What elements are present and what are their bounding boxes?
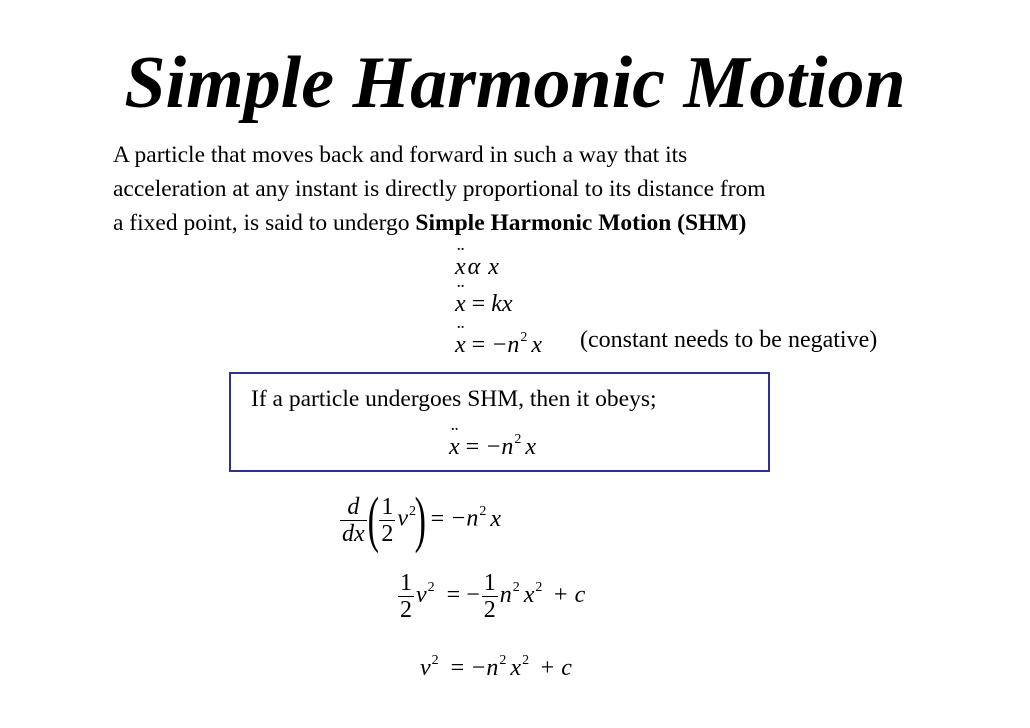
step2-v: v xyxy=(416,582,427,609)
step2-plus-c: + c xyxy=(552,582,586,609)
eq1-lhs: ¨ x xyxy=(455,254,466,281)
eq2-equals: = xyxy=(471,291,486,317)
box-eq-lhs: ¨ x xyxy=(449,434,460,461)
step3-x: x xyxy=(510,655,522,681)
box-eq-minus-n: −n xyxy=(485,434,514,460)
left-paren: ( xyxy=(367,486,379,554)
step3-plus-c: + c xyxy=(539,655,572,681)
step2-minus: − xyxy=(466,582,480,609)
derivation-step-2 xyxy=(396,570,585,623)
definition-term: Simple Harmonic Motion (SHM) xyxy=(415,210,747,236)
right-paren: ) xyxy=(414,486,426,554)
derivation-step-1 xyxy=(338,486,502,554)
derivation-step-3 xyxy=(420,653,572,682)
box-text: If a particle undergoes SHM, then it obeys; xyxy=(251,386,657,412)
eq2-rhs: kx xyxy=(491,291,513,317)
step3-x-exp: 2 xyxy=(522,653,530,668)
eq1-rhs: x xyxy=(488,254,499,280)
definition-line-1: A particle that moves back and forward in such a way that its xyxy=(113,142,688,168)
half-fraction-2 xyxy=(398,570,414,623)
half-1-num: 1 xyxy=(381,493,394,520)
dx-denominator: dx xyxy=(342,520,365,547)
step3-equals: = xyxy=(450,655,465,681)
step3-n-exp: 2 xyxy=(499,653,507,668)
shm-definition-box xyxy=(229,372,770,472)
half-1-den: 2 xyxy=(381,520,394,547)
step2-n-exp: 2 xyxy=(512,580,520,596)
eq3-exponent: 2 xyxy=(520,330,528,345)
box-eq-x: x xyxy=(525,434,537,460)
eq3-minus-n: −n xyxy=(491,332,520,358)
box-eq-equals: = xyxy=(465,434,480,460)
half-2-den: 2 xyxy=(400,597,412,623)
step1-v: v xyxy=(397,505,408,532)
step1-x: x xyxy=(490,505,502,532)
step3-minus-n: −n xyxy=(470,655,499,681)
step3-v: v xyxy=(420,655,431,681)
slide-title: Simple Harmonic Motion xyxy=(124,42,906,124)
step2-n: n xyxy=(499,582,512,609)
step2-x: x xyxy=(523,582,535,609)
half-fraction-3 xyxy=(482,570,498,623)
box-equation xyxy=(449,432,536,461)
step1-n-exp: 2 xyxy=(479,503,487,519)
constant-note: (constant needs to be negative) xyxy=(580,327,878,353)
half-3-den: 2 xyxy=(483,597,496,623)
definition-line-3-text: a fixed point, is said to undergo xyxy=(113,210,416,236)
eq1-alpha: α xyxy=(467,254,481,280)
d-dx-fraction xyxy=(340,494,367,547)
equation-n-squared xyxy=(455,330,542,359)
definition-paragraph xyxy=(113,138,973,240)
step2-v-exp: 2 xyxy=(427,580,435,596)
half-3-num: 1 xyxy=(483,570,496,596)
step2-equals: = xyxy=(446,582,461,609)
step3-v-exp: 2 xyxy=(431,653,439,668)
half-fraction-1 xyxy=(379,494,395,547)
step1-minus-n: −n xyxy=(450,505,479,532)
step2-x-exp: 2 xyxy=(535,580,543,596)
eq2-lhs: ¨ x xyxy=(455,291,466,318)
d-numerator: d xyxy=(340,494,367,521)
definition-line-3 xyxy=(113,206,973,240)
step1-equals: = xyxy=(430,505,445,532)
definition-line-2: acceleration at any instant is directly proportional to its distance from xyxy=(113,176,766,202)
eq3-x: x xyxy=(531,332,543,358)
box-eq-exponent: 2 xyxy=(514,432,522,447)
half-2-num: 1 xyxy=(400,570,412,596)
equation-k xyxy=(455,291,513,318)
eq3-lhs: ¨ x xyxy=(455,332,466,359)
equation-proportional xyxy=(455,254,499,281)
eq3-equals: = xyxy=(471,332,486,358)
step1-v-exp: 2 xyxy=(408,503,416,519)
